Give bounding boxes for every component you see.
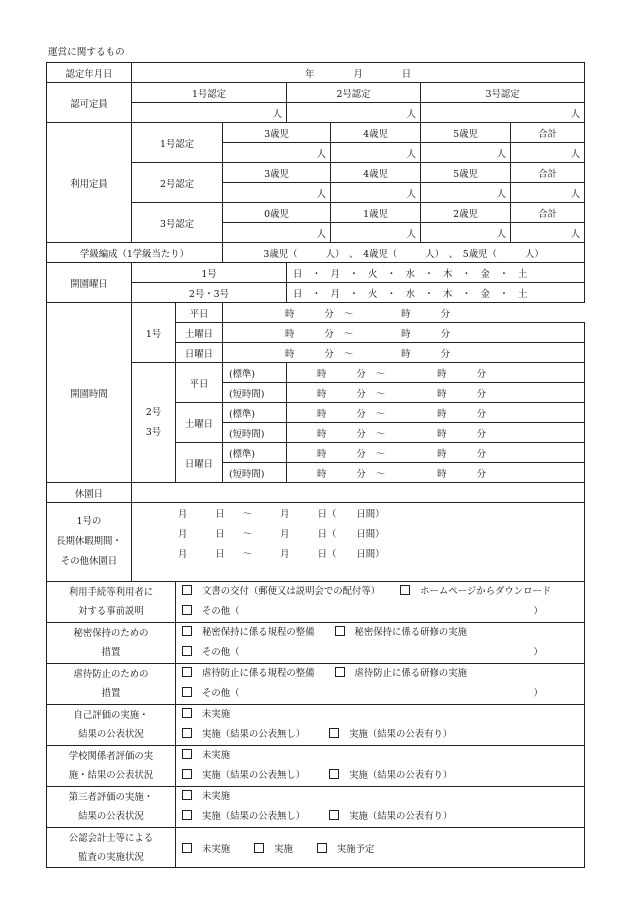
age-head: 2歳児 <box>421 203 511 223</box>
checkbox[interactable] <box>182 687 192 697</box>
checkbox[interactable] <box>329 769 339 779</box>
checkbox[interactable] <box>182 708 192 718</box>
checkbox[interactable] <box>317 843 327 853</box>
hyoujun-label: (標準) <box>223 363 287 383</box>
checkbox[interactable] <box>182 810 192 820</box>
riyou-value[interactable]: 人 <box>511 143 585 163</box>
kattei-label: 認可定員 <box>47 83 132 123</box>
checkbox[interactable] <box>335 667 345 677</box>
kaien-row-2: 2号・3号 <box>132 283 287 303</box>
riyou-value[interactable]: 人 <box>421 183 511 203</box>
audit-label: 公認会計士等による 監査の実施状況 <box>47 828 176 868</box>
riyou-value[interactable]: 人 <box>223 223 331 243</box>
time-row[interactable]: 時 分 ～ 時 分 <box>287 363 585 383</box>
checkbox[interactable] <box>182 728 192 738</box>
checkbox[interactable] <box>254 843 264 853</box>
check-options-3: 虐待防止に係る規程の整備 虐待防止に係る研修の実施 その他（ ） <box>176 664 585 705</box>
kaijikan-23go: 2号 3号 <box>132 363 176 483</box>
time-row[interactable]: 時 分 ～ 時 分 <box>287 443 585 463</box>
age-head: 5歳児 <box>421 163 511 183</box>
tanjikan-label: (短時間) <box>223 463 287 483</box>
day-label: 日曜日 <box>176 443 223 483</box>
riyou-label: 利用定員 <box>47 123 132 243</box>
age-head: 3歳児 <box>223 123 331 143</box>
checkbox[interactable] <box>329 810 339 820</box>
age-head: 0歳児 <box>223 203 331 223</box>
check-options-5: 未実施 実施（結果の公表無し） 実施（結果の公表有り） <box>176 746 585 787</box>
riyou-value[interactable]: 人 <box>331 143 421 163</box>
time-row[interactable]: 時 分 ～ 時 分 <box>287 463 585 483</box>
age-head: 5歳児 <box>421 123 511 143</box>
checkbox[interactable] <box>182 585 192 595</box>
riyou-value[interactable]: 人 <box>223 143 331 163</box>
riyou-value[interactable]: 人 <box>331 223 421 243</box>
kaijikan-1go: 1号 <box>132 303 176 363</box>
chouki-label: 1号の 長期休暇期間・ その他休園日 <box>47 503 132 582</box>
age-head: 合計 <box>511 123 585 143</box>
checkbox[interactable] <box>182 843 192 853</box>
kattei-value-1[interactable]: 人 <box>132 103 287 123</box>
tanjikan-label: (短時間) <box>223 423 287 443</box>
audit-options: 未実施 実施 実施予定 <box>176 828 585 868</box>
checkbox[interactable] <box>329 728 339 738</box>
riyou-value[interactable]: 人 <box>511 183 585 203</box>
kattei-head-3: 3号認定 <box>421 83 585 103</box>
check-options-4: 未実施 実施（結果の公表無し） 実施（結果の公表有り） <box>176 705 585 746</box>
checkbox[interactable] <box>182 605 192 615</box>
check-label-5: 学校関係者評価の実 施・結果の公表状況 <box>47 746 176 787</box>
time-row[interactable]: 時 分 ～ 時 分 <box>287 403 585 423</box>
time-row[interactable]: 時 分 ～ 時 分 <box>287 423 585 443</box>
checkbox[interactable] <box>182 769 192 779</box>
kattei-head-1: 1号認定 <box>132 83 287 103</box>
day-label: 土曜日 <box>176 403 223 443</box>
operations-table <box>46 62 585 868</box>
riyou-value[interactable]: 人 <box>421 223 511 243</box>
time-row[interactable]: 時 分 ～ 時 分 <box>223 343 585 363</box>
kaien-label: 開園曜日 <box>47 263 132 303</box>
riyou-group-2: 2号認定 <box>132 163 223 203</box>
kattei-value-3[interactable]: 人 <box>421 103 585 123</box>
chouki-value[interactable]: 月 日 ～ 月 日（ 日間） 月 日 ～ 月 日（ 日間） 月 日 ～ 月 日（ 日間） <box>132 503 585 582</box>
time-row[interactable]: 時 分 ～ 時 分 <box>223 303 585 323</box>
age-head: 合計 <box>511 163 585 183</box>
youbi-1[interactable]: 日 ・ 月 ・ 火 ・ 水 ・ 木 ・ 金 ・ 土 <box>287 263 585 283</box>
checkbox[interactable] <box>182 790 192 800</box>
check-options-2: 秘密保持に係る規程の整備 秘密保持に係る研修の実施 その他（ ） <box>176 623 585 664</box>
day-label: 平日 <box>176 363 223 403</box>
check-label-6: 第三者評価の実施・ 結果の公表状況 <box>47 787 176 828</box>
check-options-1: 文書の交付（郵便又は説明会での配付等） ホームページからダウンロード その他（ ） <box>176 582 585 623</box>
hyoujun-label: (標準) <box>223 443 287 463</box>
kyuen-label: 休園日 <box>47 483 132 503</box>
day-label: 日曜日 <box>176 343 223 363</box>
time-row[interactable]: 時 分 ～ 時 分 <box>223 323 585 343</box>
age-head: 4歳児 <box>331 163 421 183</box>
kattei-value-2[interactable]: 人 <box>287 103 421 123</box>
kaijikan-label: 開園時間 <box>47 303 132 483</box>
checkbox[interactable] <box>400 585 410 595</box>
checkbox[interactable] <box>182 646 192 656</box>
checkbox[interactable] <box>335 626 345 636</box>
youbi-2[interactable]: 日 ・ 月 ・ 火 ・ 水 ・ 木 ・ 金 ・ 土 <box>287 283 585 303</box>
age-head: 合計 <box>511 203 585 223</box>
age-head: 1歳児 <box>331 203 421 223</box>
riyou-value[interactable]: 人 <box>223 183 331 203</box>
riyou-group-1: 1号認定 <box>132 123 223 163</box>
riyou-value[interactable]: 人 <box>421 143 511 163</box>
age-head: 3歳児 <box>223 163 331 183</box>
time-row[interactable]: 時 分 ～ 時 分 <box>287 383 585 403</box>
riyou-value[interactable]: 人 <box>511 223 585 243</box>
check-label-3: 虐待防止のための 措置 <box>47 664 176 705</box>
page-title: 運営に関するもの <box>48 47 125 58</box>
gakkyu-value[interactable]: 3歳児（ 人） 、 4歳児（ 人） 、 5歳児（ 人） <box>223 243 585 263</box>
checkbox[interactable] <box>182 626 192 636</box>
kaien-row-1: 1号 <box>132 263 287 283</box>
check-label-4: 自己評価の実施・ 結果の公表状況 <box>47 705 176 746</box>
hyoujun-label: (標準) <box>223 403 287 423</box>
kyuen-value[interactable] <box>132 483 585 503</box>
kattei-head-2: 2号認定 <box>287 83 421 103</box>
checkbox[interactable] <box>182 667 192 677</box>
check-options-6: 未実施 実施（結果の公表無し） 実施（結果の公表有り） <box>176 787 585 828</box>
age-head: 4歳児 <box>331 123 421 143</box>
checkbox[interactable] <box>182 749 192 759</box>
nintei-date-label: 認定年月日 <box>47 63 132 83</box>
riyou-value[interactable]: 人 <box>331 183 421 203</box>
riyou-group-3: 3号認定 <box>132 203 223 243</box>
gakkyu-label: 学級編成（1学級当たり） <box>47 243 223 263</box>
check-label-2: 秘密保持のための 措置 <box>47 623 176 664</box>
day-label: 平日 <box>176 303 223 323</box>
day-label: 土曜日 <box>176 323 223 343</box>
nintei-date-value[interactable]: 年 月 日 <box>132 63 585 83</box>
check-label-1: 利用手続等利用者に 対する事前説明 <box>47 582 176 623</box>
tanjikan-label: (短時間) <box>223 383 287 403</box>
